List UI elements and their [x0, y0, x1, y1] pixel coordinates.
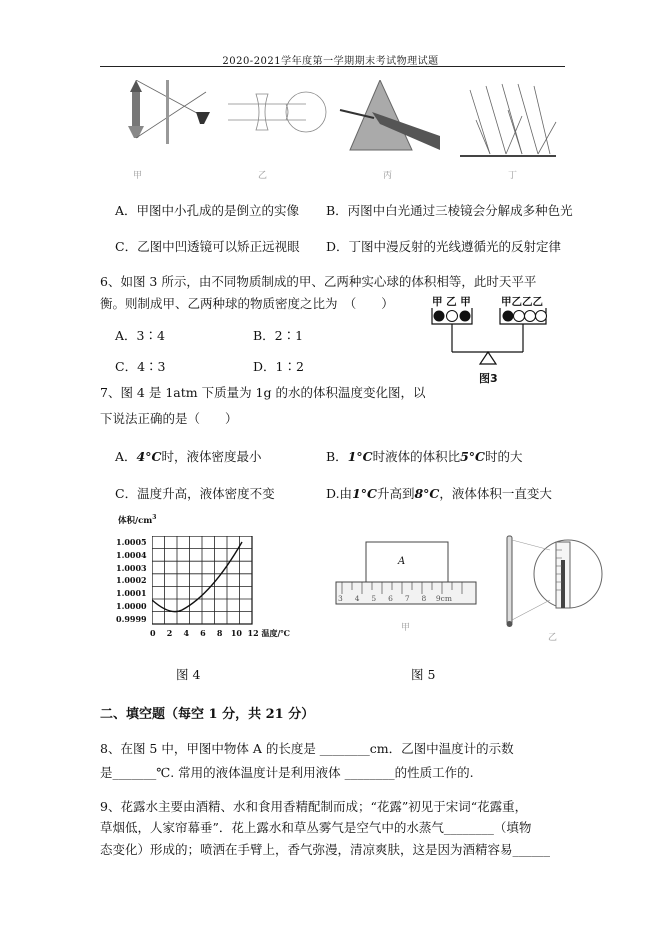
q6-option-a: A．3∶4 — [115, 328, 165, 343]
x-tick: 0 — [150, 628, 156, 638]
optics-figures — [110, 80, 570, 180]
q6-option-d: D．1∶2 — [253, 359, 304, 374]
x-tick: 10 — [230, 628, 242, 638]
y-tick: 1.0003 — [116, 562, 147, 573]
fig4-plot — [152, 536, 256, 628]
y-tick: 1.0000 — [116, 600, 147, 611]
option-d: D．丁图中漫反射的光线遵循光的反射定律 — [326, 239, 562, 254]
ruler-number: 8 — [421, 594, 427, 603]
x-tick: 12 — [247, 628, 259, 638]
fig5-thermometer-figure — [500, 530, 612, 630]
q7-option-b: B．1°C时液体的体积比5°C时的大 — [326, 449, 523, 464]
eye-figure — [228, 92, 326, 132]
x-tick: 4 — [183, 628, 190, 638]
caption-bing: 丙 — [383, 171, 393, 181]
ruler-number: 5 — [371, 594, 377, 603]
y-tick: 1.0002 — [116, 575, 147, 586]
ruler-number: 7 — [404, 594, 410, 603]
ruler-unit: cm — [440, 594, 452, 603]
q7-stem-line2: 下说法正确的是（ ） — [100, 411, 238, 426]
prism-figure — [340, 80, 440, 150]
fig4-xlabel: 温度/℃ — [261, 628, 290, 638]
q9-line3: 态变化）形成的；喷洒在手臂上，香气弥漫，清凉爽肤，这是因为酒精容易______ — [100, 842, 551, 857]
fig5-sub-left: 甲 — [401, 623, 411, 633]
fig5-ruler-figure — [334, 538, 480, 628]
y-tick: 1.0004 — [116, 549, 147, 560]
balance-left-labels: 甲 乙 甲 — [432, 296, 471, 308]
option-a: A．甲图中小孔成的是倒立的实像 — [115, 203, 300, 218]
balance-figure — [428, 304, 552, 368]
caption-jia: 甲 — [133, 171, 143, 181]
x-tick: 2 — [166, 628, 173, 638]
option-b: B．丙图中白光通过三棱镜会分解成多种色光 — [326, 203, 573, 218]
y-tick: 1.0001 — [116, 588, 147, 599]
fig4-caption: 图 4 — [176, 667, 201, 682]
fig5-ruler-numbers — [338, 594, 452, 603]
q7-option-a: A．4°C时，液体密度最小 — [115, 449, 262, 464]
fig5-sub-right: 乙 — [548, 633, 558, 643]
y-tick: 0.9999 — [116, 613, 147, 624]
q6-stem-line2: 衡。则制成甲、乙两种球的物质密度之比为 （ ） — [100, 296, 394, 311]
fig5-block-label: A — [398, 556, 406, 567]
fig5-caption: 图 5 — [411, 667, 436, 682]
fig4-xticks — [150, 628, 290, 639]
option-c: C．乙图中凹透镜可以矫正远视眼 — [115, 239, 300, 254]
x-tick: 8 — [216, 628, 223, 638]
caption-yi: 乙 — [258, 171, 268, 181]
q7-option-c: C．温度升高，液体密度不变 — [115, 486, 275, 501]
section-title: 二、填空题（每空 1 分，共 21 分） — [100, 707, 315, 722]
ruler-number: 4 — [354, 594, 360, 603]
ruler-number: 3 — [338, 594, 343, 603]
pinhole-figure — [128, 80, 210, 144]
ruler-number: 6 — [388, 594, 393, 603]
fig4-yticks — [116, 536, 147, 626]
page-header: 2020-2021学年度第一学期期末考试物理试题 — [222, 56, 439, 67]
caption-ding: 丁 — [508, 171, 518, 181]
balance-right-labels: 甲乙乙乙 — [501, 296, 543, 308]
q9-line2: 草烟低，人家帘幕垂”．花上露水和草丛雾气是空气中的水蒸气________（填物 — [100, 820, 532, 835]
fig4-ylabel: 体积$/cm^3$ — [118, 514, 157, 526]
y-tick: 1.0005 — [116, 537, 147, 547]
q8-line2: 是_______℃. 常用的液体温度计是利用液体 ________的性质工作的. — [100, 765, 474, 780]
q7-option-d: D.由1°C升高到8°C，液体体积一直变大 — [326, 486, 552, 501]
x-tick: 6 — [200, 628, 206, 638]
q9-line1: 9、花露水主要由酒精、水和食用香精配制而成；“花露”初见于宋词“花露重， — [100, 799, 528, 814]
fig3-label: 图3 — [479, 372, 498, 385]
q7-stem-line1: 7、图 4 是 1atm 下质量为 1g 的水的体积温度变化图，以 — [100, 385, 426, 400]
diffuse-reflection-figure — [460, 84, 556, 156]
q6-option-c: C．4∶3 — [115, 359, 166, 374]
q6-stem-line1: 6、如图 3 所示，由不同物质制成的甲、乙两种实心球的体积相等，此时天平平 — [100, 274, 537, 289]
q6-option-b: B．2∶1 — [253, 328, 304, 343]
ruler-number: 9 — [435, 594, 441, 603]
q8-line1: 8、在图 5 中，甲图中物体 A 的长度是 ________cm．乙图中温度计的示数 — [100, 741, 514, 756]
header-rule — [100, 66, 565, 67]
